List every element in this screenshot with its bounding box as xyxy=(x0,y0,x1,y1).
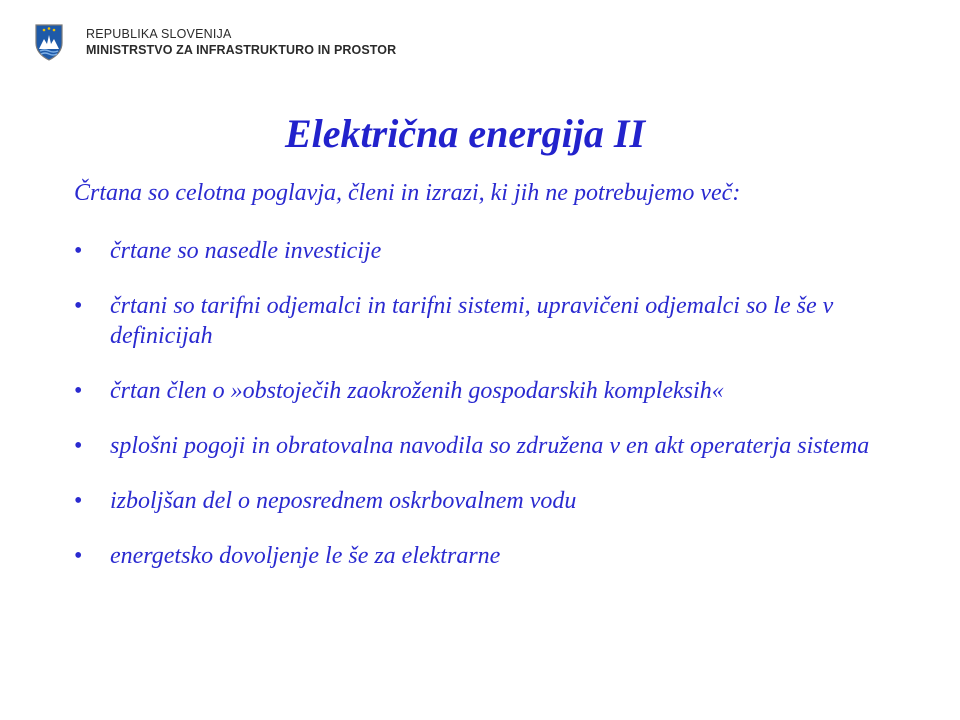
bullet-dot-icon: • xyxy=(74,488,83,514)
bullet-item xyxy=(74,431,924,461)
bullet-text: energetsko dovoljenje le še za elektrarne xyxy=(110,543,501,569)
republic-name: REPUBLIKA SLOVENIJA xyxy=(86,27,232,41)
bullet-dot-icon: • xyxy=(74,238,83,264)
bullet-text: izboljšan del o neposrednem oskrbovalnem vodu xyxy=(110,488,577,514)
slide-title: Električna energija II xyxy=(284,111,646,156)
bullet-list xyxy=(74,236,924,596)
slovenia-coat-of-arms-icon xyxy=(34,23,64,61)
bullet-item xyxy=(74,486,924,516)
bullet-text: splošni pogoji in obratovalna navodila so združena v en akt operaterja sistema xyxy=(110,433,870,459)
bullet-text: črtani so tarifni odjemalci in tarifni sistemi, upravičeni odjemalci so le še v definicijah xyxy=(110,293,834,349)
bullet-dot-icon: • xyxy=(74,543,83,569)
bullet-item xyxy=(74,291,924,351)
bullet-item xyxy=(74,236,924,266)
bullet-text: črtan člen o »obstoječih zaokroženih gospodarskih kompleksih« xyxy=(110,378,724,404)
bullet-text: črtane so nasedle investicije xyxy=(110,238,382,264)
bullet-item xyxy=(74,541,924,571)
bullet-dot-icon: • xyxy=(74,433,83,459)
bullet-dot-icon: • xyxy=(74,293,83,319)
bullet-item xyxy=(74,376,924,406)
intro-text: Črtana so celotna poglavja, členi in izrazi, ki jih ne potrebujemo več: xyxy=(74,180,741,206)
ministry-title: MINISTRSTVO ZA INFRASTRUKTURO IN PROSTOR xyxy=(86,43,397,57)
ministry-name xyxy=(86,26,396,58)
ministry-header xyxy=(34,22,396,62)
bullet-dot-icon: • xyxy=(74,378,83,404)
